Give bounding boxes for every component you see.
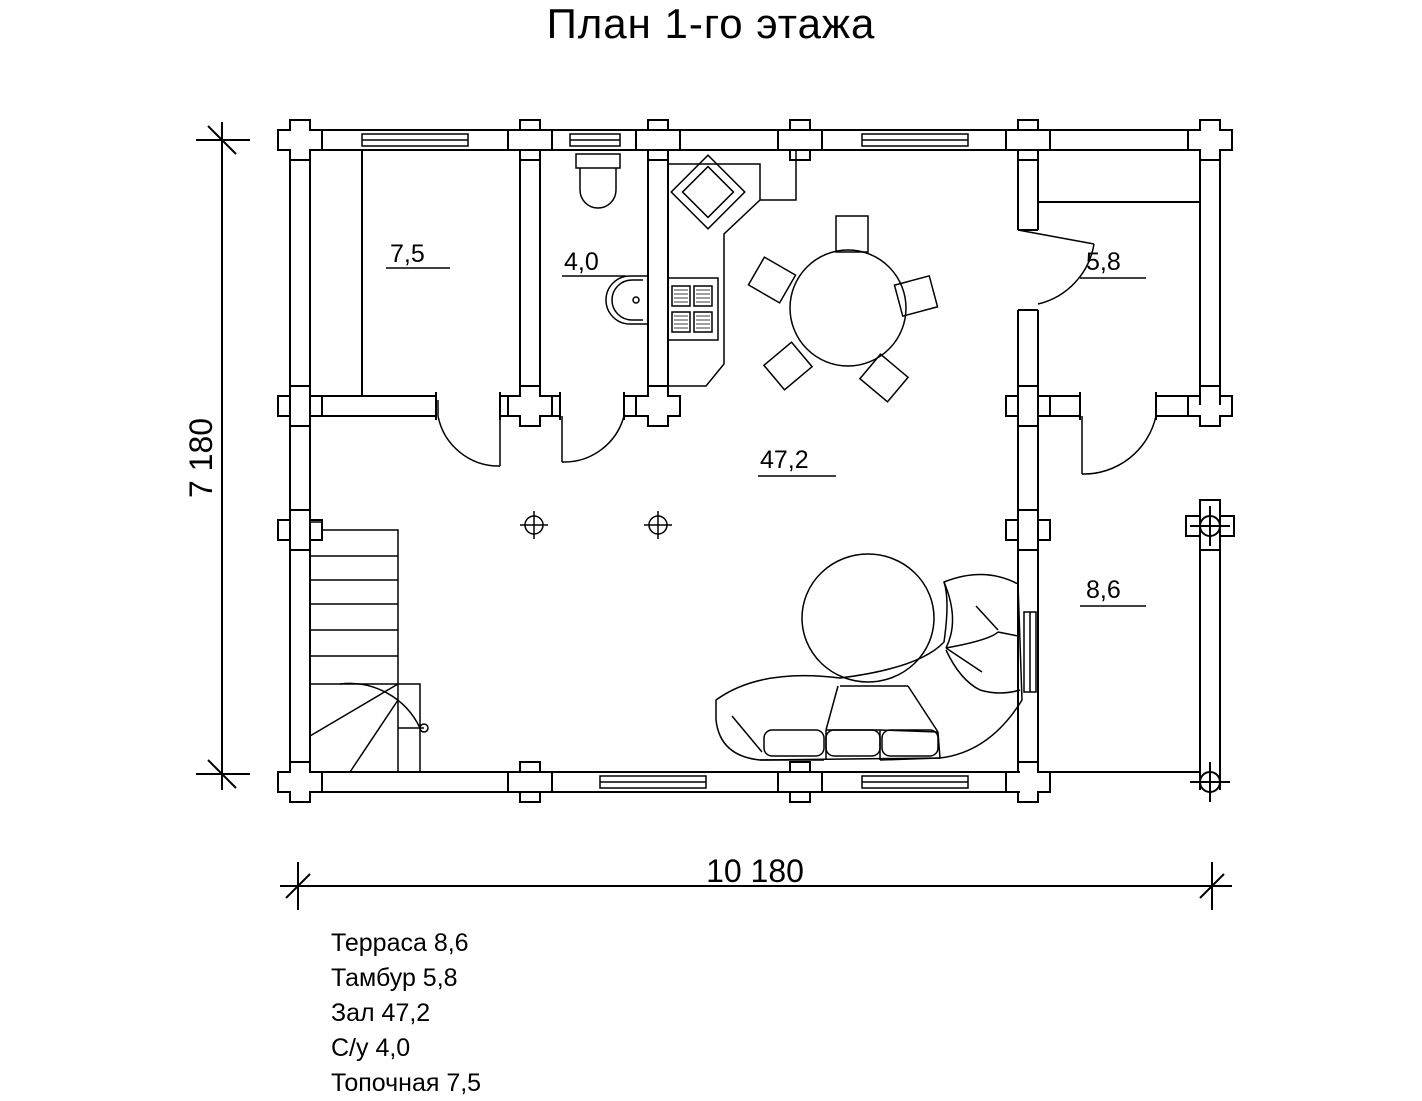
dining-table xyxy=(748,216,937,402)
area-su: 4,0 xyxy=(564,248,599,276)
width-dimension-label: 10 180 xyxy=(706,853,804,889)
log-corner-joints xyxy=(278,120,1232,802)
corner-sofa xyxy=(716,574,1022,760)
exterior-walls xyxy=(290,130,1220,792)
legend-terrasa: Терраса 8,6 xyxy=(331,929,469,957)
legend-zal: Зал 47,2 xyxy=(331,999,431,1027)
room-legend xyxy=(331,926,481,1101)
ceiling-light-fixtures xyxy=(520,511,672,539)
coffee-table xyxy=(802,554,934,682)
doors xyxy=(438,230,1156,474)
toilet xyxy=(576,154,620,208)
kitchen-counter xyxy=(668,150,796,386)
windows xyxy=(362,134,1036,788)
legend-tambur: Тамбур 5,8 xyxy=(331,964,458,992)
legend-topochnaya: Топочная 7,5 xyxy=(331,1069,482,1097)
legend-su: С/у 4,0 xyxy=(331,1034,411,1062)
staircase xyxy=(310,522,428,772)
area-terrasa: 8,6 xyxy=(1086,576,1121,604)
height-dimension-label: 7 180 xyxy=(183,417,219,499)
area-tambur: 5,8 xyxy=(1086,248,1121,276)
area-zal: 47,2 xyxy=(760,446,809,474)
washbasin xyxy=(606,276,648,324)
plan-title: План 1-го этажа xyxy=(546,0,876,47)
area-topochnaya: 7,5 xyxy=(390,240,425,268)
terrace-posts xyxy=(1186,500,1234,802)
